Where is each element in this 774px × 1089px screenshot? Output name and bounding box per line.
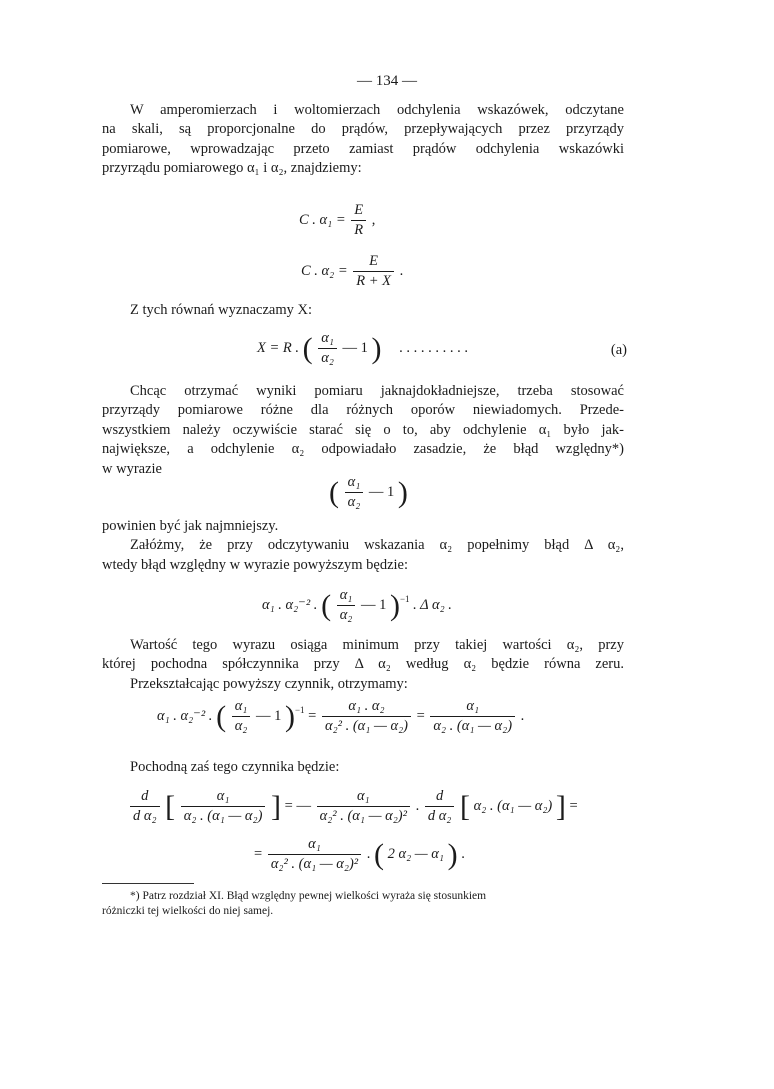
intro-paragraph <box>102 101 624 179</box>
open-bracket: [ <box>165 789 176 823</box>
text-line: wszystkiem należy oczywiście starać się o to, aby odchylenie α₁ było jak- <box>102 421 624 438</box>
eq7-f-numerator: α₁ <box>356 788 370 804</box>
eq2-fraction <box>353 253 394 290</box>
eq5-lhs: α₁ . α₂⁻² . <box>262 596 318 613</box>
text-line: przyrządu pomiarowego α₁ i α₂, znajdziemy: <box>102 160 362 177</box>
eq2-denominator: R + X <box>353 271 394 290</box>
eq6-equals-1: = <box>308 707 317 724</box>
open-paren: ( <box>216 699 227 733</box>
eq7-d-numerator: d <box>141 788 149 804</box>
text-line: Załóżmy, że przy odczytywaniu wskazania α₂ popełnimy błąd Δ α₂, <box>130 537 624 554</box>
eq5-fraction <box>337 587 356 624</box>
footnote-line: *) Patrz rozdział XI. Błąd względny pewnej wielkości wyraża się stosunkiem <box>130 890 487 902</box>
eq7-derivative-2 <box>425 788 455 825</box>
eq8-f-numerator: α₁ <box>308 836 321 852</box>
paragraph-2 <box>102 382 624 479</box>
eq1-denominator: R <box>351 220 366 239</box>
eq3-minus: — 1 <box>342 339 368 356</box>
footnote <box>102 889 624 919</box>
text-line: w wyrazie <box>102 460 162 477</box>
text-line: przyrządy pomiarowe różne dla różnych oporów niewiadomych. Przede- <box>102 402 624 419</box>
close-paren: ) <box>284 699 295 733</box>
text-line: pomiarowe, wprowadzając przeto zamiast prądów odchylenia wskazówki <box>102 140 624 157</box>
eq6-f1-denominator: α₂² . (α₁ — α₂) <box>322 716 411 735</box>
close-paren: ) <box>447 837 458 871</box>
eq3-fraction <box>318 330 337 367</box>
text-line: Wartość tego wyrazu osiąga minimum przy takiej wartości α₂, przy <box>130 637 624 653</box>
text-line: której pochodna spółczynnika przy Δ α₂ według α₂ będzie równa zeru. <box>102 656 624 673</box>
eq2-tail: . <box>399 262 404 279</box>
eq3-denominator: α₂ <box>318 348 337 367</box>
equation-3 <box>257 330 627 367</box>
eq6-denominator: α₂ <box>232 716 251 735</box>
eq6-f1-numerator: α₁ . α₂ <box>348 698 385 714</box>
eq6-equals-2: = <box>416 707 425 724</box>
eq5-exponent: −1 <box>399 593 410 604</box>
eq4-fraction <box>345 474 364 511</box>
open-paren: ( <box>302 331 313 365</box>
equation-1 <box>299 202 375 239</box>
eq1-lhs: C . α₁ = <box>299 211 346 228</box>
eq7-inner-fraction <box>181 788 266 825</box>
eq3-lhs: X = R . <box>257 339 299 356</box>
eq7-f-denominator: α₂² . (α₁ — α₂)² <box>317 806 410 825</box>
eq7-bracket-content: α₂ . (α₁ — α₂) <box>473 797 553 814</box>
eq7-equals-minus: = — <box>284 797 311 814</box>
page-number: — 134 — <box>357 73 417 89</box>
equation-6 <box>157 698 524 735</box>
eq7-derivative <box>130 788 160 825</box>
paragraph-4 <box>102 636 624 694</box>
eq2-numerator: E <box>369 253 379 269</box>
eq6-f2-denominator: α₂ . (α₁ — α₂) <box>430 716 515 735</box>
footnote-line: różniczki tej wielkości do niej samej. <box>102 905 274 917</box>
footnote-rule <box>102 883 194 884</box>
eq8-tail: . <box>461 845 465 862</box>
open-bracket: [ <box>459 789 470 823</box>
eq7-in-numerator: α₁ <box>216 788 230 804</box>
close-paren: ) <box>389 588 400 622</box>
eq1-numerator: E <box>354 202 364 218</box>
eq6-numerator: α₁ <box>234 698 248 714</box>
eq6-fraction-2 <box>322 698 411 735</box>
text-line: Przekształcając powyższy czynnik, otrzymamy: <box>130 675 408 692</box>
text-line: największe, a odchylenie α₂ odpowiadało zasadzie, że błąd względny*) <box>102 441 624 458</box>
eq6-lhs: α₁ . α₂⁻² . <box>157 707 213 724</box>
text-line: powinien być jak najmniejszy. <box>102 518 279 534</box>
eq5-tail: . Δ α₂ . <box>413 596 452 613</box>
eq7-d2-denominator: d α₂ <box>425 806 455 825</box>
eq8-equals: = <box>254 845 263 862</box>
eq2-lhs: C . α₂ = <box>301 262 348 279</box>
close-paren: ) <box>371 331 382 365</box>
eq6-minus: — 1 <box>255 707 282 724</box>
eq8-paren-content: 2 α₂ — α₁ <box>387 845 444 862</box>
open-paren: ( <box>374 837 385 871</box>
text-line: wtedy błąd względny w wyrazie powyższym będzie: <box>102 556 409 573</box>
eq7-end: = <box>569 797 578 814</box>
eq7-d2-numerator: d <box>435 788 444 804</box>
eq8-fraction <box>268 836 361 873</box>
eq4-denominator: α₂ <box>345 492 364 511</box>
eq3-dots: . . . . . . . . . . <box>399 339 469 356</box>
text-line: Pochodną zaś tego czynnika będzie: <box>130 759 340 775</box>
text-line: na skali, są proporcjonalne do prądów, przepływających przez przyrządy <box>102 121 624 138</box>
open-paren: ( <box>321 588 332 622</box>
open-paren: ( <box>329 475 339 509</box>
eq1-fraction <box>351 202 366 239</box>
eq8-f-denominator: α₂² . (α₁ — α₂)² <box>268 854 361 873</box>
eq6-tail: . <box>520 707 525 724</box>
paragraph-5 <box>102 758 624 777</box>
eq8-dot: . <box>366 845 371 862</box>
eq5-denominator: α₂ <box>337 605 356 624</box>
eq1-tail: , <box>371 211 376 228</box>
equation-8 <box>254 836 465 873</box>
solve-paragraph <box>102 301 624 320</box>
close-bracket: ] <box>271 789 282 823</box>
eq5-minus: — 1 <box>360 596 387 613</box>
eq7-d-denominator: d α₂ <box>130 806 160 825</box>
eq7-in-denominator: α₂ . (α₁ — α₂) <box>181 806 266 825</box>
eq7-dot: . <box>415 797 420 814</box>
eq6-exponent: −1 <box>294 704 305 715</box>
paragraph-3 <box>102 517 624 575</box>
text-line: W amperomierzach i woltomierzach odchylenia wskazówek, odczytane <box>130 102 624 118</box>
eq4-numerator: α₁ <box>347 474 361 490</box>
eq6-f2-numerator: α₁ <box>466 698 480 714</box>
eq6-fraction <box>232 698 251 735</box>
eq5-numerator: α₁ <box>339 587 353 603</box>
equation-2 <box>301 253 403 290</box>
eq7-fraction <box>317 788 410 825</box>
close-paren: ) <box>397 475 408 509</box>
eq6-fraction-3 <box>430 698 515 735</box>
eq4-minus: — 1 <box>368 483 395 500</box>
text-line: Z tych równań wyznaczamy X: <box>130 302 312 318</box>
equation-4 <box>329 474 408 511</box>
eq3-numerator: α₁ <box>321 330 334 346</box>
close-bracket: ] <box>555 789 566 823</box>
eq3-label: (a) <box>610 342 627 358</box>
equation-5 <box>262 587 452 624</box>
text-line: Chcąc otrzymać wyniki pomiaru jaknajdokładniejsze, trzeba stosować <box>130 383 624 399</box>
equation-7 <box>128 788 578 825</box>
